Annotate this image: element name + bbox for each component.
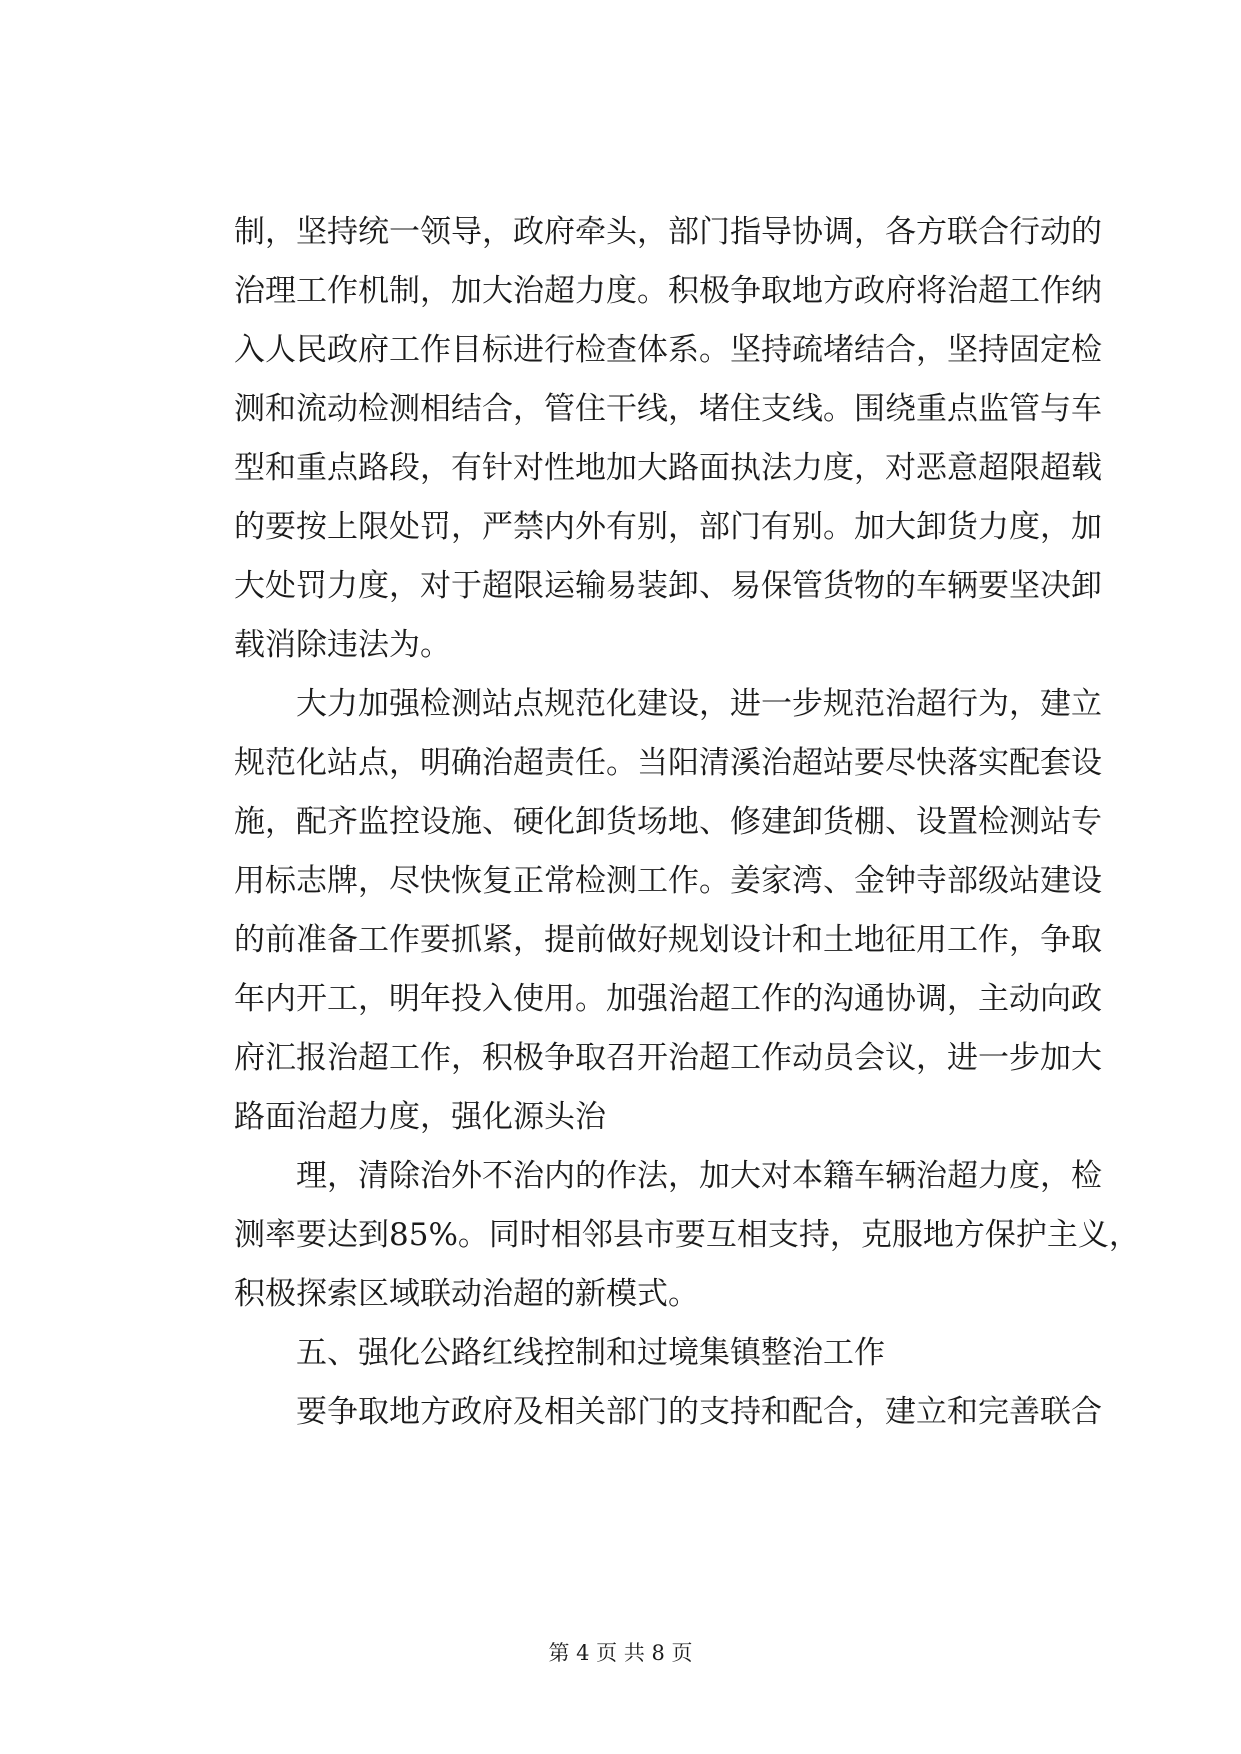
paragraph-first-line: 理，清除治外不治内的作法，加大对本籍车辆治超力度，检 <box>296 1158 1102 1194</box>
text-line: 用标志牌，尽快恢复正常检测工作。姜家湾、金钟寺部级站建设 <box>234 863 1102 899</box>
section-heading: 五、强化公路红线控制和过境集镇整治工作 <box>296 1335 885 1371</box>
page-number-footer: 第 4 页 共 8 页 <box>548 1641 693 1665</box>
text-line: 测和流动检测相结合，管住干线，堵住支线。围绕重点监管与车 <box>234 391 1102 427</box>
text-line: 积极探索区域联动治超的新模式。 <box>234 1276 699 1312</box>
paragraph-first-line: 大力加强检测站点规范化建设，进一步规范治超行为，建立 <box>296 686 1102 722</box>
text-line: 入人民政府工作目标进行检查体系。坚持疏堵结合，坚持固定检 <box>234 332 1102 368</box>
text-line: 的要按上限处罚，严禁内外有别，部门有别。加大卸货力度，加 <box>234 509 1102 545</box>
text-line: 载消除违法为。 <box>234 627 451 663</box>
text-line: 路面治超力度，强化源头治 <box>234 1099 606 1135</box>
paragraph-first-line: 要争取地方政府及相关部门的支持和配合，建立和完善联合 <box>296 1394 1102 1430</box>
text-line: 的前准备工作要抓紧，提前做好规划设计和土地征用工作，争取 <box>234 922 1102 958</box>
text-line: 测率要达到85%。同时相邻县市要互相支持，克服地方保护主义， <box>234 1217 1140 1253</box>
text-line: 制，坚持统一领导，政府牵头，部门指导协调，各方联合行动的 <box>234 214 1102 250</box>
text-line: 施，配齐监控设施、硬化卸货场地、修建卸货棚、设置检测站专 <box>234 804 1102 840</box>
text-line: 年内开工，明年投入使用。加强治超工作的沟通协调，主动向政 <box>234 981 1102 1017</box>
text-line: 府汇报治超工作，积极争取召开治超工作动员会议，进一步加大 <box>234 1040 1102 1076</box>
text-line: 规范化站点，明确治超责任。当阳清溪治超站要尽快落实配套设 <box>234 745 1102 781</box>
text-line: 大处罚力度，对于超限运输易装卸、易保管货物的车辆要坚决卸 <box>234 568 1102 604</box>
text-line: 治理工作机制，加大治超力度。积极争取地方政府将治超工作纳 <box>234 273 1102 309</box>
text-line: 型和重点路段，有针对性地加大路面执法力度，对恶意超限超载 <box>234 450 1102 486</box>
